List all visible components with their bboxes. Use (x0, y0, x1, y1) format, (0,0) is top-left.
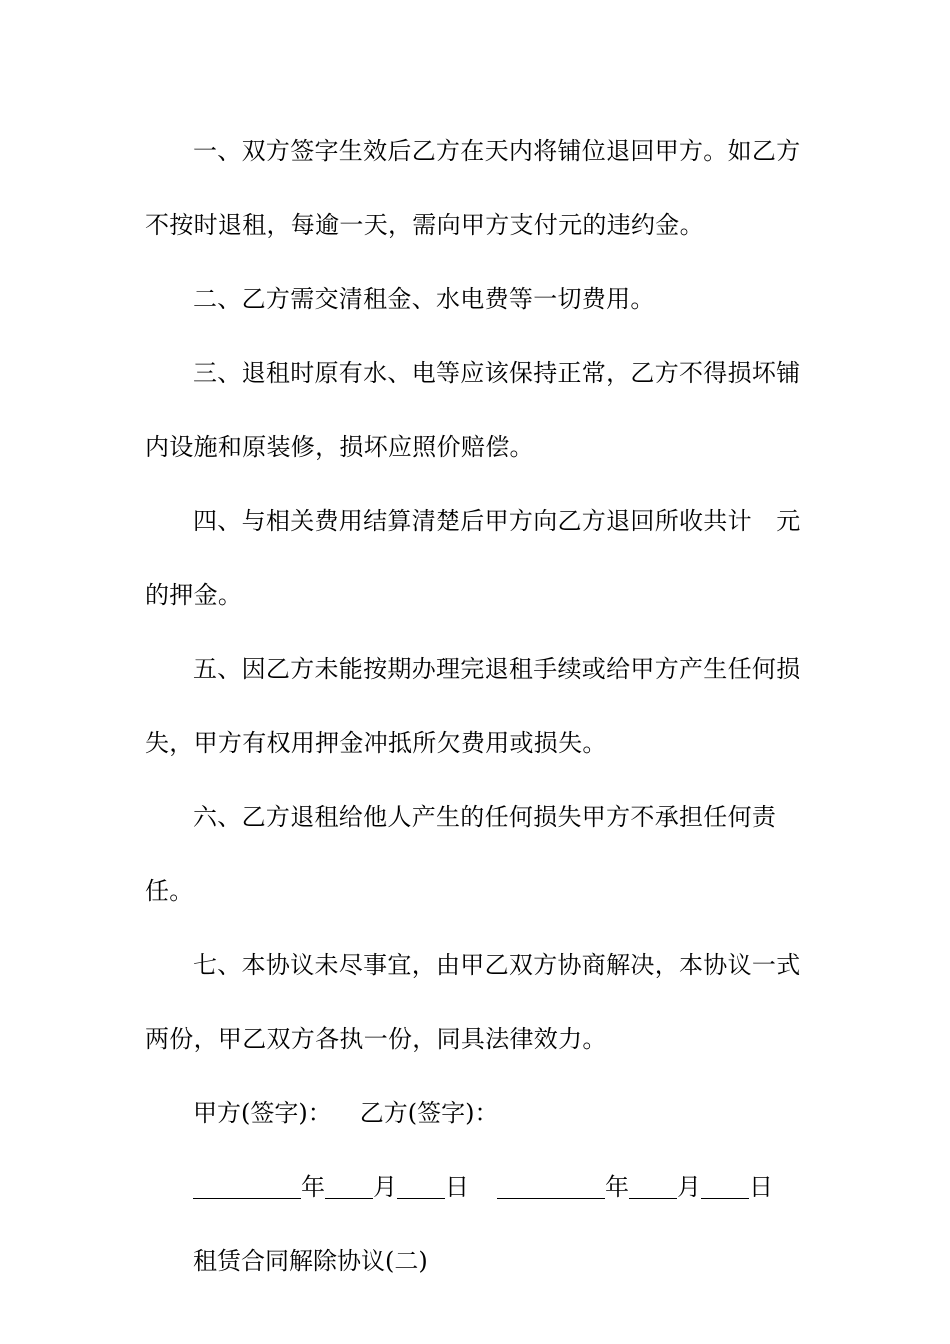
party-a-year-blank (193, 1174, 301, 1199)
party-b-month-blank (629, 1174, 677, 1199)
party-b-year-label: 年 (605, 1173, 629, 1201)
paragraph-clause-1: 一、双方签字生效后乙方在天内将铺位退回甲方。如乙方不按时退租，每逾一天，需向甲方支付元的违约金。 (145, 137, 801, 239)
party-b-year-blank (497, 1174, 605, 1199)
party-a-day-blank (397, 1174, 445, 1199)
paragraph-clause-5: 五、因乙方未能按期办理完退租手续或给甲方产生任何损失，甲方有权用押金冲抵所欠费用或损失。 (145, 655, 801, 757)
party-b-month-label: 月 (677, 1173, 701, 1201)
party-a-month-label: 月 (373, 1173, 397, 1201)
paragraph-clause-2: 二、乙方需交清租金、水电费等一切费用。 (193, 285, 655, 313)
party-a-month-blank (325, 1174, 373, 1199)
paragraph-clause-4: 四、与相关费用结算清楚后甲方向乙方退回所收共计 元的押金。 (145, 507, 801, 609)
next-agreement-heading: 租赁合同解除协议(二) (193, 1247, 428, 1275)
document-body (145, 114, 810, 1298)
party-b-day-blank (701, 1174, 749, 1199)
party-b-signature-label: 乙方(签字)： (359, 1099, 499, 1127)
party-a-signature-label: 甲方(签字)： (193, 1099, 332, 1127)
party-b-day-label: 日 (749, 1173, 773, 1201)
party-a-year-label: 年 (301, 1173, 325, 1201)
paragraph-clause-6: 六、乙方退租给他人产生的任何损失甲方不承担任何责任。 (145, 803, 777, 905)
date-line (145, 1150, 810, 1224)
paragraph-clause-7: 七、本协议未尽事宜，由甲乙双方协商解决，本协议一式两份，甲乙双方各执一份，同具法律效力。 (145, 951, 801, 1053)
paragraph-clause-3: 三、退租时原有水、电等应该保持正常，乙方不得损坏铺内设施和原装修，损坏应照价赔偿。 (145, 359, 801, 461)
party-a-day-label: 日 (445, 1173, 469, 1201)
signature-line (145, 1076, 810, 1150)
